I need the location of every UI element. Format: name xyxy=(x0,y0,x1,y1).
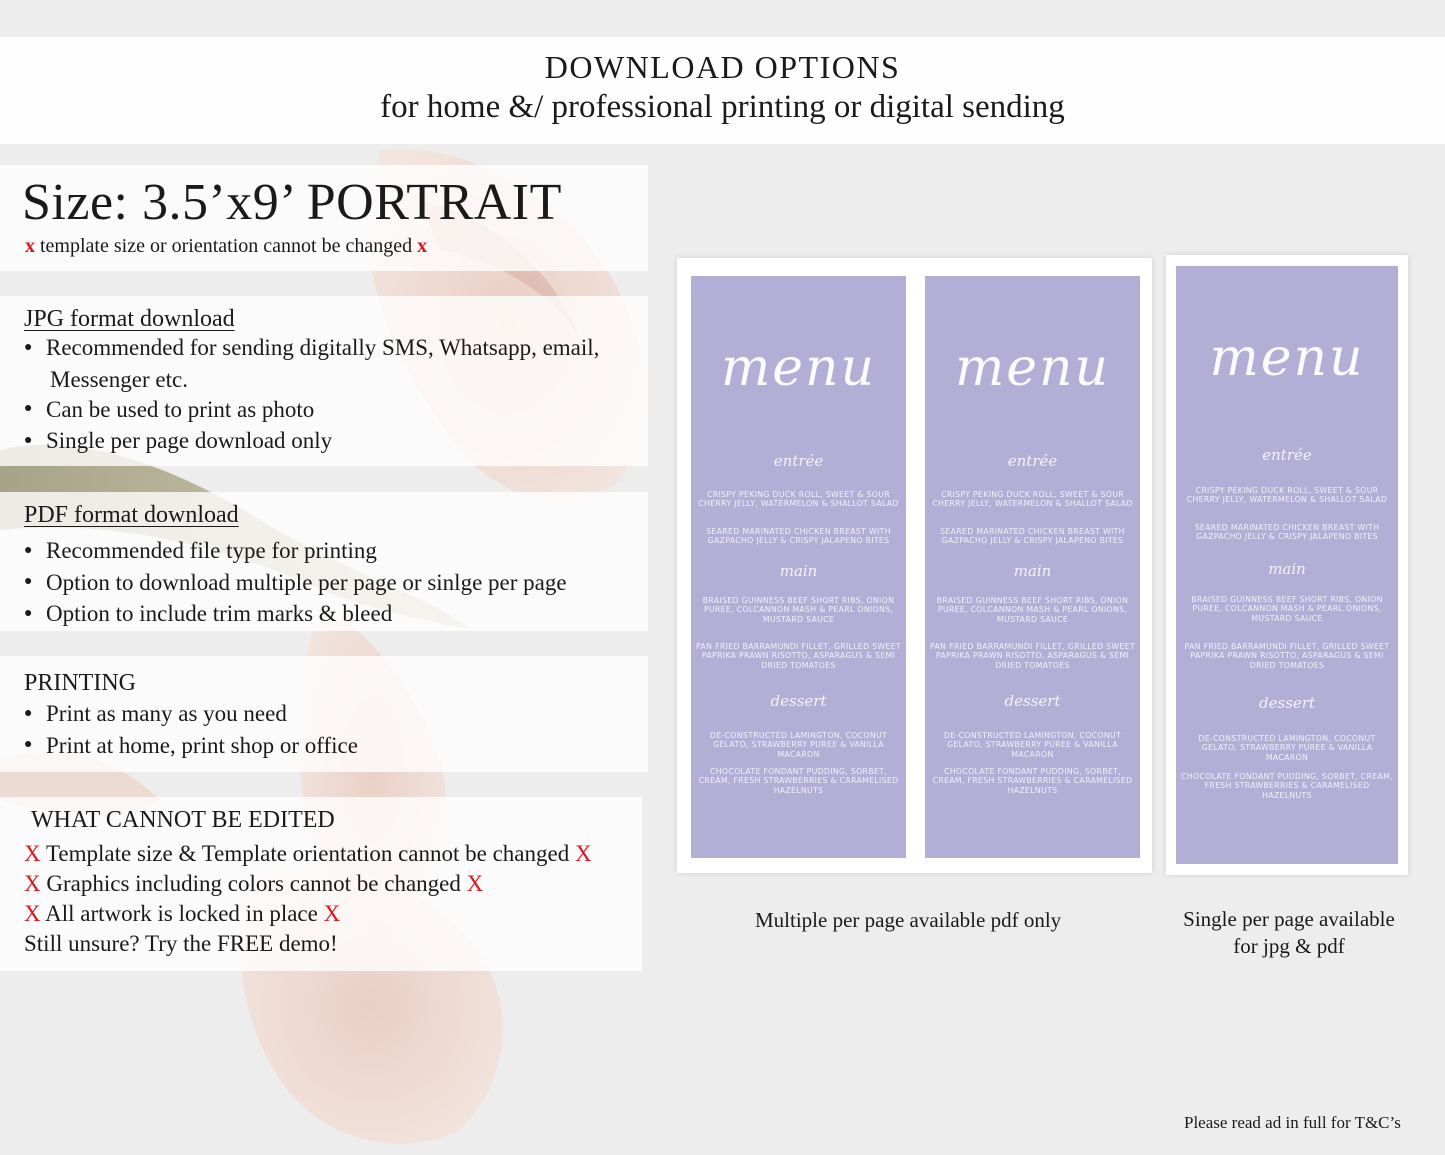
red-x-icon: x xyxy=(417,235,428,257)
menu-title: menu xyxy=(1209,328,1365,388)
menu-item: BRAISED GUINNESS BEEF SHORT RIBS, ONION PUREE, COLCANNON MASH & PEARL ONIONS, MUSTARD SAUCE xyxy=(936,596,1129,624)
menu-card xyxy=(691,276,906,858)
pdf-section-title: PDF format download xyxy=(24,502,239,528)
list-item: ● Recommended for sending digitally SMS, Whatsapp, email, xyxy=(24,333,599,365)
multi-per-page-sheet xyxy=(677,258,1152,873)
list-item: X All artwork is locked in place X xyxy=(24,901,341,926)
bullet-icon: ● xyxy=(24,401,33,417)
bullet-icon: ● xyxy=(24,737,33,753)
size-title: Size: 3.5’x9’ PORTRAIT xyxy=(22,174,562,231)
menu-item: BRAISED GUINNESS BEEF SHORT RIBS, ONION PUREE, COLCANNON MASH & PEARL ONIONS, MUSTARD SAUCE xyxy=(1191,595,1383,623)
menu-title: menu xyxy=(720,338,877,398)
list-item: ● Recommended file type for printing xyxy=(24,536,567,568)
list-item: Messenger etc. xyxy=(50,366,188,392)
menu-item: CHOCOLATE FONDANT PUDDING, SORBET, CREAM, FRESH STRAWBERRIES & CARAMELISED HAZELNUTS xyxy=(932,767,1133,795)
red-x-icon: X xyxy=(323,901,341,926)
menu-item: CRISPY PEKING DUCK ROLL, SWEET & SOUR CHERRY JELLY, WATERMELON & SHALLOT SALAD xyxy=(1186,486,1388,505)
menu-card xyxy=(1176,266,1398,864)
single-per-page-sheet xyxy=(1166,255,1408,875)
menu-heading: main xyxy=(1013,562,1052,580)
header-subtitle: for home &/ professional printing or digital sending xyxy=(380,89,1065,125)
menu-item: PAN FRIED BARRAMUNDI FILLET, GRILLED SWEET PAPRIKA PRAWN RISOTTO, ASPARAGUS & SEMI DRIED TOMATOES xyxy=(696,642,901,670)
footer-note: Please read ad in full for T&C’s xyxy=(1184,1113,1401,1132)
menu-item: CHOCOLATE FONDANT PUDDING, SORBET, CREAM, FRESH STRAWBERRIES & CARAMELISED HAZELNUTS xyxy=(698,767,899,795)
list-item: ● Can be used to print as photo xyxy=(24,395,599,427)
list-item: ● Print at home, print shop or office xyxy=(24,731,358,763)
menu-heading: entrée xyxy=(773,452,824,470)
list-item: ● Print as many as you need xyxy=(24,699,358,731)
red-x-icon: x xyxy=(25,235,35,257)
size-section xyxy=(0,165,648,271)
size-note xyxy=(25,235,427,258)
menu-heading: main xyxy=(1268,560,1306,578)
menu-item: SEARED MARINATED CHICKEN BREAST WITH GAZPACHO JELLY & CRISPY JALAPENO BITES xyxy=(1194,523,1380,542)
list-item: X Graphics including colors cannot be changed X xyxy=(24,871,484,896)
printing-section xyxy=(0,656,648,772)
header-title: DOWNLOAD OPTIONS xyxy=(544,49,901,85)
menu-card xyxy=(925,276,1140,858)
red-x-icon: X xyxy=(24,841,41,866)
bullet-icon: ● xyxy=(24,433,33,449)
menu-heading: main xyxy=(779,562,818,580)
bullet-icon: ● xyxy=(24,542,33,558)
menu-item: SEARED MARINATED CHICKEN BREAST WITH GAZPACHO JELLY & CRISPY JALAPENO BITES xyxy=(706,527,891,546)
red-x-icon: X xyxy=(466,871,484,896)
cannot-edit-list xyxy=(24,839,592,959)
size-note-text: template size or orientation cannot be changed xyxy=(40,235,413,257)
bullet-icon: ● xyxy=(24,574,33,590)
pdf-bullet-list xyxy=(24,536,567,631)
list-item: ● Single per page download only xyxy=(24,426,599,458)
menu-title: menu xyxy=(954,338,1111,398)
menu-item: CRISPY PEKING DUCK ROLL, SWEET & SOUR CHERRY JELLY, WATERMELON & SHALLOT SALAD xyxy=(698,490,899,509)
menu-item: DE-CONSTRUCTED LAMINGTON, COCONUT GELATO, STRAWBERRY PUREE & VANILLA MACARON xyxy=(1198,734,1376,762)
header-banner xyxy=(0,37,1445,144)
single-per-page-caption: Single per page available for jpg & pdf xyxy=(1183,907,1395,958)
menu-item: CHOCOLATE FONDANT PUDDING, SORBET, CREAM, FRESH STRAWBERRIES & CARAMELISED HAZELNUTS xyxy=(1181,772,1393,800)
printing-section-title: PRINTING xyxy=(24,670,136,696)
red-x-icon: X xyxy=(24,871,41,896)
menu-item: PAN FRIED BARRAMUNDI FILLET, GRILLED SWEET PAPRIKA PRAWN RISOTTO, ASPARAGUS & SEMI DRIED TOMATOES xyxy=(1184,642,1390,670)
list-item: ● Option to download multiple per page or sinlge per page xyxy=(24,568,567,600)
menu-heading: dessert xyxy=(1259,694,1315,712)
multi-per-page-caption: Multiple per page available pdf only xyxy=(755,908,1062,932)
bullet-icon: ● xyxy=(24,339,33,355)
jpg-section xyxy=(0,296,648,466)
menu-heading: dessert xyxy=(1004,692,1061,710)
menu-item: SEARED MARINATED CHICKEN BREAST WITH GAZPACHO JELLY & CRISPY JALAPENO BITES xyxy=(940,527,1125,546)
menu-heading: entrée xyxy=(1262,446,1312,464)
bullet-icon: ● xyxy=(24,705,33,721)
menu-item: DE-CONSTRUCTED LAMINGTON, COCONUT GELATO, STRAWBERRY PUREE & VANILLA MACARON xyxy=(709,731,888,759)
demo-prompt: Still unsure? Try the FREE demo! xyxy=(24,931,338,956)
printing-bullet-list xyxy=(24,699,358,762)
list-item: X Template size & Template orientation cannot be changed X xyxy=(24,841,592,866)
jpg-section-title: JPG format download xyxy=(24,306,235,332)
list-item: ● Option to include trim marks & bleed xyxy=(24,599,567,631)
jpg-bullet-list xyxy=(24,333,599,458)
menu-heading: dessert xyxy=(770,692,827,710)
pdf-section xyxy=(0,492,648,631)
cannot-edit-title: WHAT CANNOT BE EDITED xyxy=(31,807,335,833)
cannot-edit-section xyxy=(0,797,642,971)
red-x-icon: X xyxy=(24,901,41,926)
menu-item: BRAISED GUINNESS BEEF SHORT RIBS, ONION PUREE, COLCANNON MASH & PEARL ONIONS, MUSTARD SAUCE xyxy=(702,596,895,624)
bullet-icon: ● xyxy=(24,606,33,622)
menu-heading: entrée xyxy=(1007,452,1058,470)
menu-item: DE-CONSTRUCTED LAMINGTON, COCONUT GELATO, STRAWBERRY PUREE & VANILLA MACARON xyxy=(943,731,1122,759)
red-x-icon: X xyxy=(574,841,592,866)
menu-item: CRISPY PEKING DUCK ROLL, SWEET & SOUR CHERRY JELLY, WATERMELON & SHALLOT SALAD xyxy=(932,490,1133,509)
menu-item: PAN FRIED BARRAMUNDI FILLET, GRILLED SWEET PAPRIKA PRAWN RISOTTO, ASPARAGUS & SEMI DRIED TOMATOES xyxy=(930,642,1135,670)
